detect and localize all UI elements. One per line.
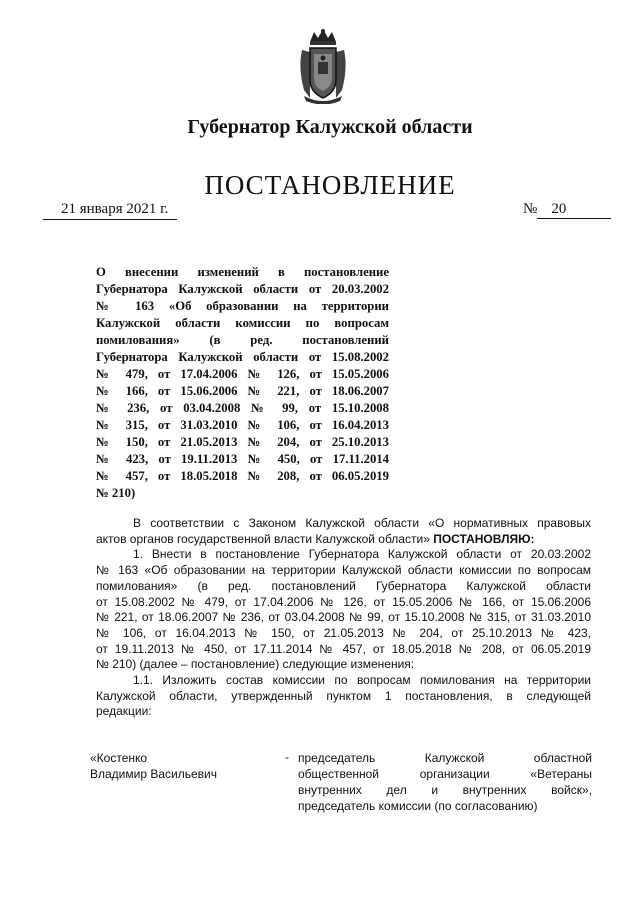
document-body xyxy=(96,516,591,720)
clause-1-line: от 19.11.2013 № 450, от 17.11.2014 № 457, от 18.05.2018 № 208, от 06.05.2019 xyxy=(96,641,591,656)
document-date: 21 января 2021 г. xyxy=(43,201,177,220)
clause-1-line: помилования» (в ред. постановлений Губернатора Калужской области xyxy=(96,578,591,593)
subject-line: Губернатора Калужской области от 15.08.2002 xyxy=(96,350,389,364)
role-line: председатель комиссии (по согласованию) xyxy=(298,799,538,813)
subject-line: помилования» (в ред. постановлений xyxy=(96,333,389,347)
clause-1-line: № 163 «Об образовании на территории Калужской области комиссии по вопросам xyxy=(96,563,591,578)
clause-1-line: № 210) (далее – постановление) следующие изменения: xyxy=(96,657,415,672)
subject-line: № 315, от 31.03.2010 № 106, от 16.04.2013 xyxy=(96,418,389,432)
subject-line: № 163 «Об образовании на территории xyxy=(96,299,389,313)
clause-1-1-line: 1.1. Изложить состав комиссии по вопросам помилования на территории xyxy=(133,673,591,688)
document-number xyxy=(523,201,611,219)
clause-1-line: № 106, от 16.04.2013 № 150, от 21.05.2013 № 204, от 25.10.2013 № 423, xyxy=(96,625,591,640)
commission-member-name xyxy=(90,750,270,782)
document-type-title: ПОСТАНОВЛЕНИЕ xyxy=(204,170,456,200)
number-label: № xyxy=(523,201,538,217)
role-line: председатель Калужской областной xyxy=(298,751,592,765)
subject-line: Губернатора Калужской области от 20.03.2002 xyxy=(96,282,389,296)
coat-of-arms-icon xyxy=(296,28,350,104)
subject-line: № 210) xyxy=(96,486,136,500)
subject-line: № 479, от 17.04.2006 № 126, от 15.05.2006 xyxy=(96,367,389,381)
role-line: внутренних дел и внутренних войск», xyxy=(298,783,592,797)
clause-1-line: 1. Внести в постановление Губернатора Калужской области от 20.03.2002 xyxy=(133,547,591,562)
role-line: общественной организации «Ветераны xyxy=(298,767,592,781)
subject-line: О внесении изменений в постановление xyxy=(96,265,389,279)
document-subject xyxy=(96,264,389,502)
member-dash: - xyxy=(285,750,289,764)
subject-line: № 236, от 03.04.2008 № 99, от 15.10.2008 xyxy=(96,401,389,415)
preamble-text: актов органов государственной власти Калужской области» xyxy=(96,531,434,546)
member-given-names: Владимир Васильевич xyxy=(90,767,217,781)
preamble-line: В соответствии с Законом Калужской области «О нормативных правовых xyxy=(133,516,591,530)
subject-line: № 423, от 19.11.2013 № 450, от 17.11.2014 xyxy=(96,452,389,466)
subject-line: № 457, от 18.05.2018 № 208, от 06.05.2019 xyxy=(96,469,389,483)
preamble-line xyxy=(96,532,591,548)
resolution-keyword: ПОСТАНОВЛЯЮ: xyxy=(433,531,535,546)
clause-1-1-line: редакции: xyxy=(96,704,152,719)
issuing-authority: Губернатор Калужской области xyxy=(187,116,473,138)
number-value: 20 xyxy=(537,201,611,219)
commission-member-role xyxy=(298,750,592,814)
subject-line: № 166, от 15.06.2006 № 221, от 18.06.2007 xyxy=(96,384,389,398)
subject-line: № 150, от 21.05.2013 № 204, от 25.10.2013 xyxy=(96,435,389,449)
clause-1-line: № 221, от 18.06.2007 № 236, от 03.04.2008 № 99, от 15.10.2008 № 315, от 31.03.2010 xyxy=(96,610,591,625)
clause-1-1-line: Калужской области, утвержденный пунктом 1 постановления, в следующей xyxy=(96,688,591,703)
clause-1-line: от 15.08.2002 № 479, от 17.04.2006 № 126, от 15.05.2006 № 166, от 15.06.2006 xyxy=(96,594,591,609)
member-surname: «Костенко xyxy=(90,751,148,765)
subject-line: Калужской области комиссии по вопросам xyxy=(96,316,389,330)
